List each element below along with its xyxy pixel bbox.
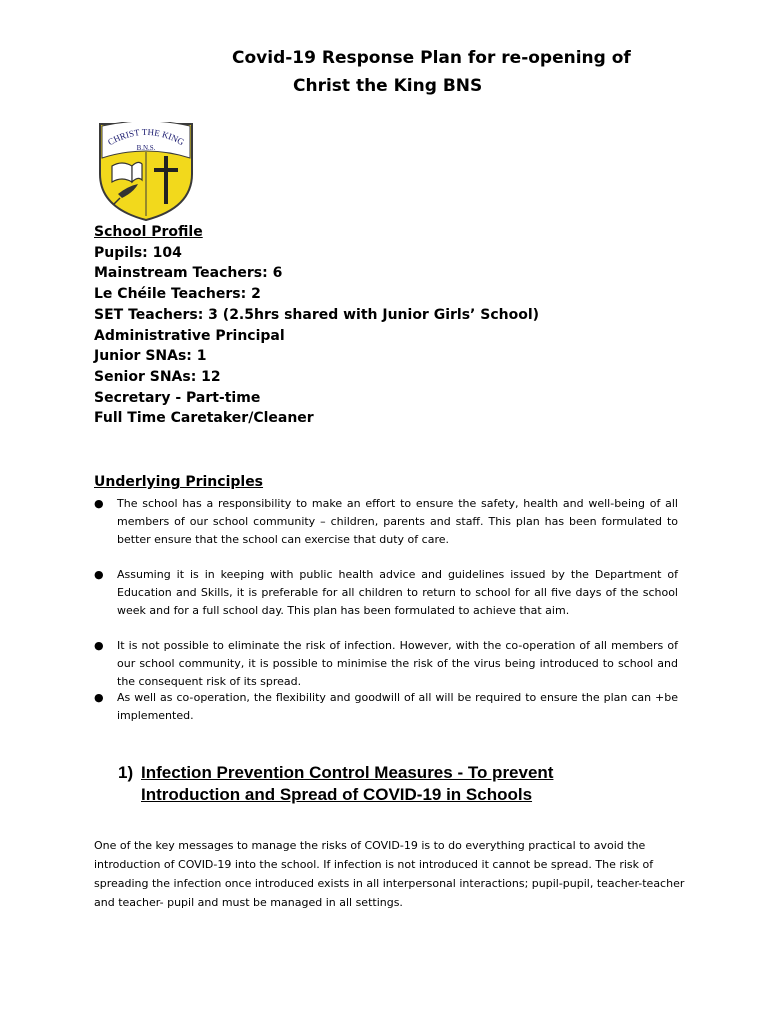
principle-item [94,566,678,620]
principle-text-2: Assuming it is in keeping with public health advice and guidelines issued by the Department of Education and Skills, it is preferable for all children to return to school for all five days of the school week and for a full school day. This plan has been formulated to achieve that aim. [117,568,678,617]
crest-text-bottom: B.N.S. [136,144,156,152]
crest-text-top: CHRIST THE KING [106,126,186,148]
section-1-heading-line-2: Introduction and Spread of COVID-19 in Schools [141,785,533,804]
school-profile [94,222,539,429]
bullet-icon: ● [94,568,104,581]
profile-line-mainstream-teachers: Mainstream Teachers: 6 [94,265,283,282]
open-book-icon [112,162,142,182]
principle-item [94,637,678,691]
section-1-heading-line-1: Infection Prevention Control Measures - To prevent [141,763,554,782]
section-1-heading [118,762,553,806]
principle-text-3: It is not possible to eliminate the risk of infection. However, with the co-operation of all members of our school community, it is possible to minimise the risk of the virus being introduced to school and the consequent risk of its spread. [117,639,678,688]
document-title-line-2: Christ the King BNS [293,76,483,96]
underlying-principles-heading: Underlying Principles [94,474,264,490]
section-1-paragraph: One of the key messages to manage the risks of COVID-19 is to do everything practical to avoid the introduction of COVID-19 into the school. If infection is not introduced it cannot be spread. The risk of spreading the infection once introduced exists in all interpersonal interactions; pupil-pupil, teacher-teacher and teacher- pupil and must be managed in all settings. [94,839,685,909]
school-crest-logo [92,122,200,222]
document-title-line-1: Covid-19 Response Plan for re-opening of [232,48,631,68]
bullet-icon: ● [94,497,104,510]
profile-line-secretary: Secretary - Part-time [94,389,261,406]
profile-line-senior-snas: Senior SNAs: 12 [94,368,221,385]
profile-line-caretaker: Full Time Caretaker/Cleaner [94,410,314,427]
principle-text-1: The school has a responsibility to make an effort to ensure the safety, health and well-being of all members of our school community – children, parents and staff. This plan has been formulated to better ensure that the school can exercise that duty of care. [117,497,678,546]
profile-line-set-teachers: SET Teachers: 3 (2.5hrs shared with Junior Girls’ School) [94,306,540,323]
principle-item [94,689,678,725]
profile-line-junior-snas: Junior SNAs: 1 [94,348,207,365]
bullet-icon: ● [94,639,104,652]
school-profile-heading: School Profile [94,224,203,240]
profile-line-le-cheile-teachers: Le Chéile Teachers: 2 [94,286,261,303]
profile-line-pupils: Pupils: 104 [94,244,182,261]
principle-text-4: As well as co-operation, the flexibility and goodwill of all will be required to ensure the plan can +be implemented. [117,691,678,722]
section-1-number: 1) [118,763,134,782]
principle-item [94,495,678,549]
profile-line-principal: Administrative Principal [94,327,285,344]
bullet-icon: ● [94,691,104,704]
